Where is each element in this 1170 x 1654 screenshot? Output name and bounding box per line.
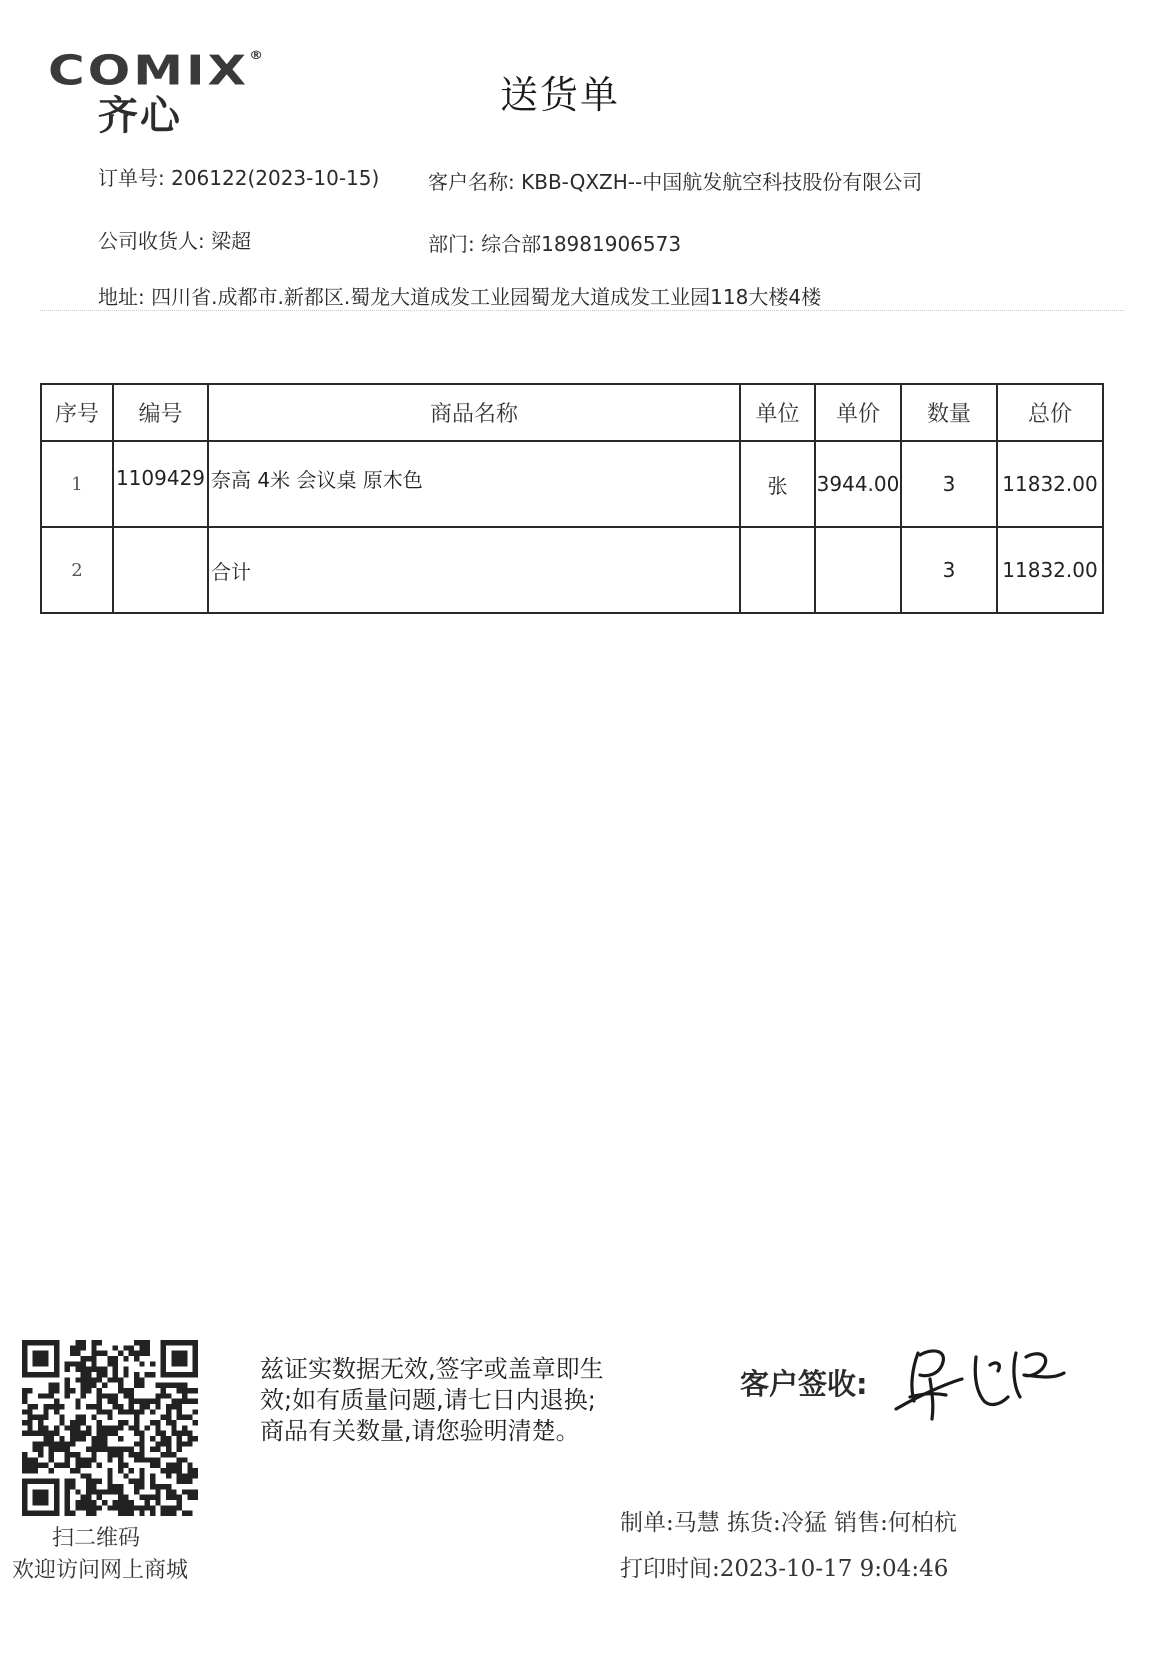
department-field xyxy=(428,228,681,257)
qr-caption-mall: 欢迎访问网上商城 xyxy=(12,1558,189,1583)
cell-total: 11832.00 xyxy=(997,527,1103,613)
brand-logo-cn: 齐心 xyxy=(98,93,182,139)
cell-code xyxy=(113,527,208,613)
order-number-field xyxy=(98,162,379,191)
address-field xyxy=(98,281,821,310)
qr-caption: 扫二维码 xyxy=(52,1526,141,1551)
header-total: 总价 xyxy=(997,384,1103,441)
notice-line: 兹证实数据无效,签字或盖章即生 xyxy=(260,1355,604,1383)
address-label: 地址: xyxy=(98,285,145,309)
order-number-label: 订单号: xyxy=(98,166,165,190)
cell-product-name xyxy=(208,441,740,527)
customer-name-value: KBB-QXZH--中国航发航空科技股份有限公司 xyxy=(521,170,923,194)
order-number-value: 206122(2023-10-15) xyxy=(171,166,380,190)
cell-code xyxy=(113,441,208,527)
receiver-label: 公司收货人: xyxy=(98,229,205,253)
staff-info: 制单:马慧 拣货:冷猛 销售:何柏杭 xyxy=(620,1510,957,1536)
notice-text xyxy=(260,1354,640,1447)
brand-logo-text: COMIX xyxy=(48,46,250,95)
header-unit-price: 单价 xyxy=(815,384,901,441)
cell-seq: 2 xyxy=(41,527,113,613)
registered-mark: ® xyxy=(249,49,264,63)
cell-unit: 张 xyxy=(740,441,815,527)
cell-product-name-text: 奈高 4米 会议桌 原木色 xyxy=(211,467,423,492)
goods-table xyxy=(40,383,1104,614)
document-title: 送货单 xyxy=(500,73,621,117)
header-seq: 序号 xyxy=(41,384,113,441)
cell-seq: 1 xyxy=(41,441,113,527)
cell-unit-price: 3944.00 xyxy=(815,441,901,527)
notice-line: 效;如有质量问题,请七日内退换; xyxy=(260,1386,596,1414)
cell-quantity: 3 xyxy=(901,441,997,527)
header-divider xyxy=(40,310,1125,311)
customer-name-label: 客户名称: xyxy=(428,170,515,194)
cell-unit xyxy=(740,527,815,613)
receiver-field xyxy=(98,225,251,254)
receiver-value: 梁超 xyxy=(211,229,252,253)
cell-total: 11832.00 xyxy=(997,441,1103,527)
cell-unit-price xyxy=(815,527,901,613)
qr-code xyxy=(22,1340,198,1516)
brand-logo xyxy=(48,46,264,95)
department-value: 综合部18981906573 xyxy=(481,232,682,256)
table-row xyxy=(41,441,1103,527)
customer-sign-label: 客户签收: xyxy=(740,1367,868,1401)
cell-quantity: 3 xyxy=(901,527,997,613)
header-product-name: 商品名称 xyxy=(208,384,740,441)
cell-code-text: 1109429 xyxy=(115,466,206,490)
notice-line: 商品有关数量,请您验明清楚。 xyxy=(260,1417,580,1445)
print-time: 打印时间:2023-10-17 9:04:46 xyxy=(620,1556,949,1582)
customer-name-field xyxy=(428,166,922,195)
header-unit: 单位 xyxy=(740,384,815,441)
address-value: 四川省.成都市.新都区.蜀龙大道成发工业园蜀龙大道成发工业园118大楼4楼 xyxy=(151,285,822,309)
table-row xyxy=(41,527,1103,613)
handwritten-signature xyxy=(890,1335,1070,1425)
department-label: 部门: xyxy=(428,232,475,256)
cell-product-name: 合计 xyxy=(208,527,740,613)
table-header-row xyxy=(41,384,1103,441)
header-quantity: 数量 xyxy=(901,384,997,441)
header-code: 编号 xyxy=(113,384,208,441)
